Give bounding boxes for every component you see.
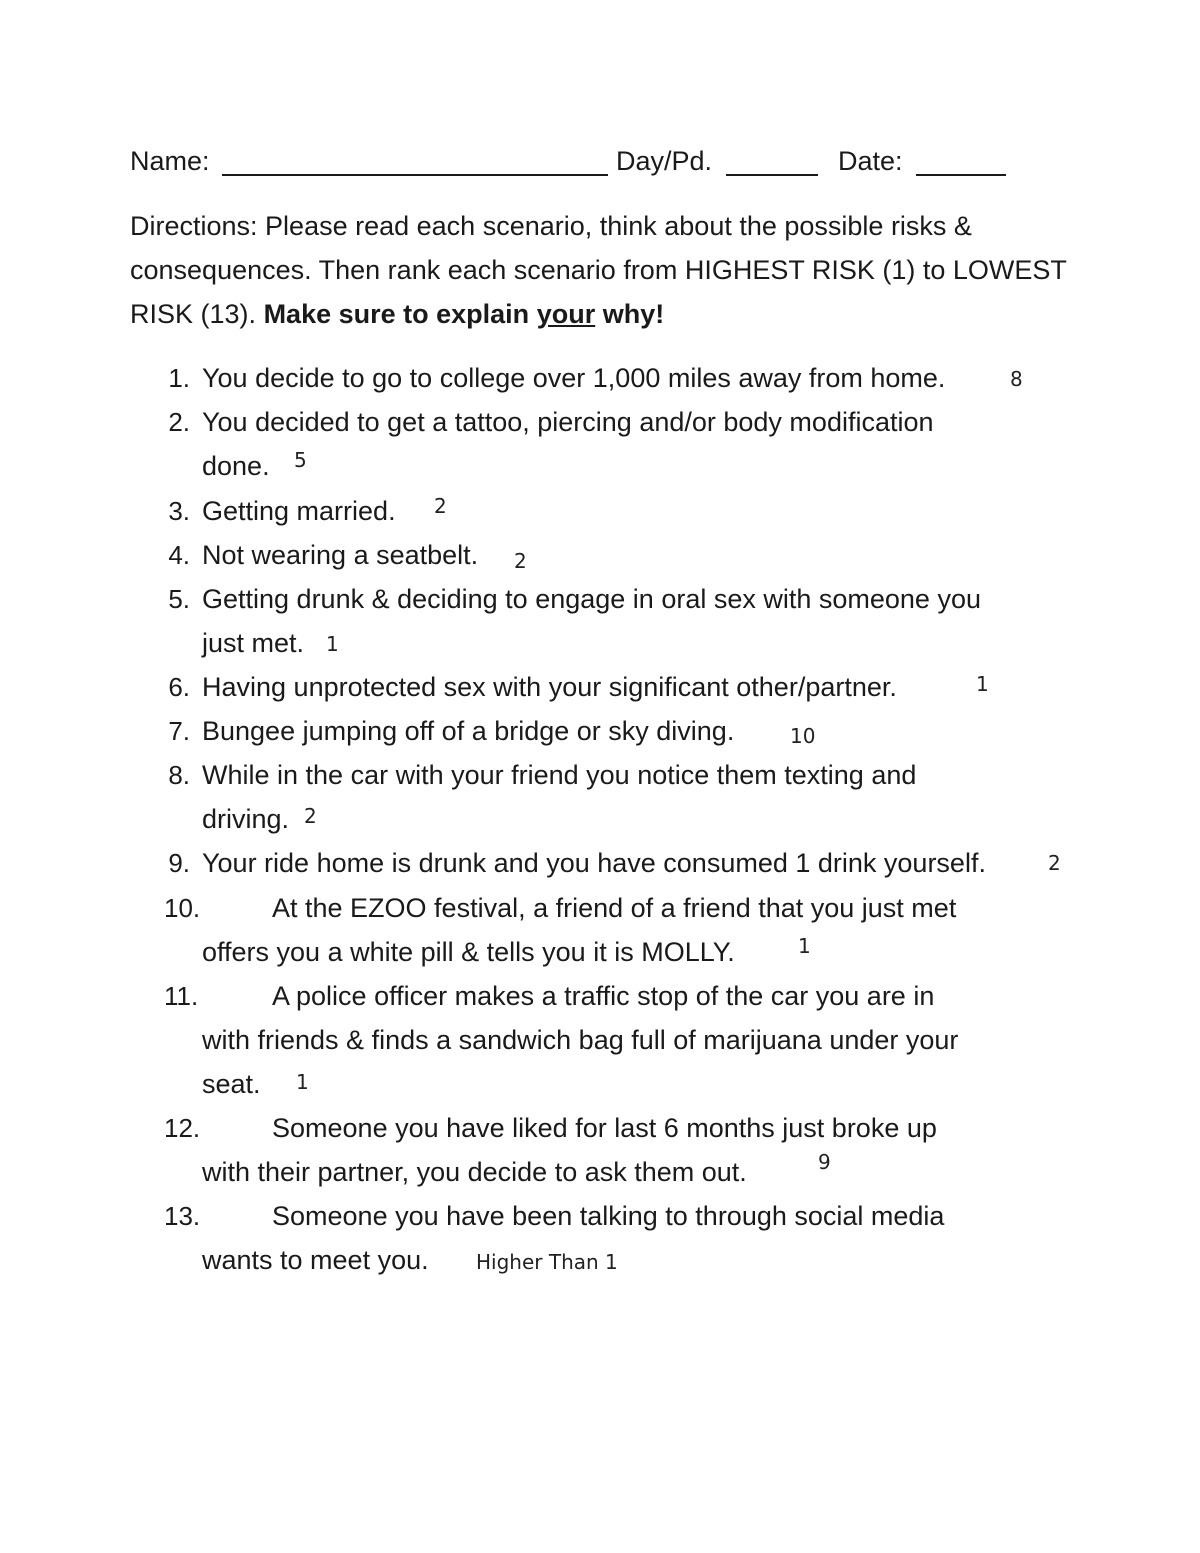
- handwritten-rank: 9: [818, 1150, 831, 1174]
- emphasis-underlined: your: [536, 299, 596, 329]
- item-text: You decided to get a tattoo, piercing and/or body modification: [202, 407, 934, 437]
- item-text: You decide to go to college over 1,000 miles away from home.: [202, 363, 946, 393]
- directions-text: Directions: Please read each scenario, think about the possible risks & consequences. Then rank each scenario from HIGHEST RISK (1) to LOWEST RISK (13).: [130, 211, 1067, 329]
- handwritten-rank: 2: [304, 804, 317, 828]
- item-number: 2.: [168, 407, 190, 437]
- handwritten-rank: 1: [326, 632, 339, 656]
- item-text: A police officer makes a traffic stop of the car you are in: [272, 981, 935, 1011]
- item-text: Someone you have been talking to through social media: [272, 1201, 945, 1231]
- item-text: While in the car with your friend you notice them texting and: [202, 760, 917, 790]
- item-text-continued: seat.: [202, 1069, 261, 1099]
- item-text-continued: wants to meet you.: [202, 1245, 429, 1275]
- item-text: Bungee jumping off of a bridge or sky diving.: [202, 716, 735, 746]
- handwritten-rank: 1: [296, 1070, 309, 1094]
- handwritten-rank: 1: [976, 672, 989, 696]
- item-text: Having unprotected sex with your significant other/partner.: [202, 672, 897, 702]
- item-number: 7.: [168, 716, 190, 746]
- item-text-continued: offers you a white pill & tells you it is MOLLY.: [202, 937, 735, 967]
- emphasis-post: why!: [602, 299, 665, 329]
- item-number: 5.: [168, 584, 190, 614]
- item-text: Your ride home is drunk and you have consumed 1 drink yourself.: [202, 848, 986, 878]
- item-text-continued: just met.: [202, 628, 305, 658]
- handwritten-rank: 8: [1010, 367, 1023, 391]
- handwritten-rank: 10: [790, 724, 816, 748]
- emphasis-pre: Make sure to explain: [263, 299, 530, 329]
- item-text: Getting married.: [202, 496, 396, 526]
- item-number: 10.: [164, 893, 201, 923]
- item-number: 1.: [168, 363, 190, 393]
- item-text-continued: with their partner, you decide to ask them out.: [202, 1157, 747, 1187]
- date-label: Date:: [838, 146, 903, 176]
- day-period-label: Day/Pd.: [616, 146, 713, 176]
- item-text-continued: with friends & finds a sandwich bag full of marijuana under your: [202, 1025, 959, 1055]
- item-number: 8.: [168, 760, 190, 790]
- item-number: 9.: [168, 848, 190, 878]
- item-text: Getting drunk & deciding to engage in oral sex with someone you: [202, 584, 981, 614]
- handwritten-rank: 2: [1048, 851, 1061, 875]
- item-number: 13.: [164, 1201, 201, 1231]
- item-number: 6.: [168, 672, 190, 702]
- item-text: Someone you have liked for last 6 months just broke up: [272, 1113, 937, 1143]
- handwritten-rank: 2: [434, 494, 447, 518]
- item-text: At the EZOO festival, a friend of a friend that you just met: [272, 893, 957, 923]
- handwritten-rank: 5: [294, 448, 307, 472]
- item-number: 3.: [168, 496, 190, 526]
- name-label: Name:: [130, 146, 210, 176]
- item-number: 12.: [164, 1113, 201, 1143]
- item-text: Not wearing a seatbelt.: [202, 540, 479, 570]
- handwritten-rank: Higher Than 1: [476, 1250, 618, 1274]
- item-text-continued: done.: [202, 451, 270, 481]
- item-number: 4.: [168, 540, 190, 570]
- item-text-continued: driving.: [202, 804, 290, 834]
- item-number: 11.: [164, 981, 199, 1011]
- handwritten-rank: 2: [514, 549, 527, 573]
- handwritten-rank: 1: [798, 934, 811, 958]
